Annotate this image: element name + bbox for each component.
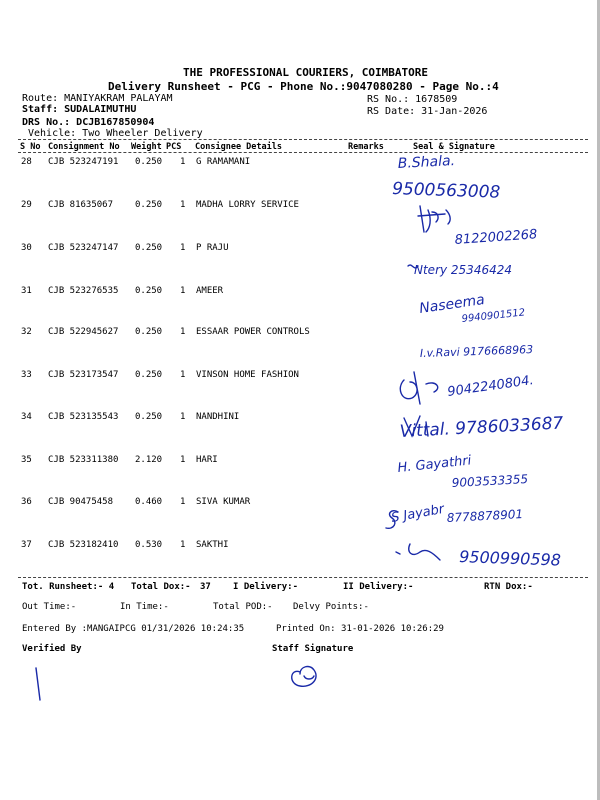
signature-text: Ntery 25346424 [414,263,512,277]
signature-text: 8122002268 [454,227,538,248]
row-consignee: AMEER [196,286,224,296]
staff-signature-scribble [292,667,316,687]
rs-date: RS Date: 31-Jan-2026 [367,106,488,117]
row-consignment: CJB 523173547 [48,370,119,380]
table-row [0,243,600,283]
col-pcs: PCS [166,142,182,152]
rtn-dox: RTN Dox:- [484,582,533,592]
col-weight: Weight [131,142,162,152]
row-consignment: CJB 523182410 [48,540,119,550]
table-row [0,327,600,367]
table-row [0,286,600,326]
row-consignment: CJB 522945627 [48,327,119,337]
row-weight: 2.120 [135,455,163,465]
row-weight: 0.530 [135,540,163,550]
row-consignee: G RAMAMANI [196,157,251,167]
row-pcs: 1 [180,497,186,507]
out-time: Out Time:- [22,602,77,612]
row-consignment: CJB 523276535 [48,286,119,296]
table-row [0,540,600,580]
row-sno: 37 [21,540,32,550]
row-weight: 0.250 [135,412,163,422]
col-sno: S No [20,142,41,152]
signature-text: B.Shala. [397,153,456,172]
row-weight: 0.250 [135,327,163,337]
row-consignee: VINSON HOME FASHION [196,370,299,380]
row-consignee: SIVA KUMAR [196,497,251,507]
table-row [0,370,600,410]
table-row [0,200,600,240]
row-consignee: NANDHINI [196,412,240,422]
staff-signature-label: Staff Signature [272,644,354,654]
total-dox-value: 37 [200,582,211,592]
verified-by: Verified By [22,644,82,654]
row-consignee: SAKTHI [196,540,229,550]
signature-text: S Jayabr [390,501,446,526]
signature-text: Vittal. 9786033687 [399,413,564,442]
row-pcs: 1 [180,286,186,296]
signature-text: Naseema [418,291,486,317]
row-consignment: CJB 81635067 [48,200,114,210]
table-row [0,157,600,197]
route-label: Route: MANIYAKRAM PALAYAM [22,93,173,104]
row-weight: 0.250 [135,157,163,167]
signature-text: H. Gayathri [396,453,473,476]
signature-text: 9042240804. [446,373,535,400]
verified-mark [36,668,40,700]
ii-delivery: II Delivery:- [343,582,414,592]
row-sno: 30 [21,243,32,253]
runsheet-subtitle: Delivery Runsheet - PCG - Phone No.:9047080280 - Page No.:4 [108,80,499,93]
header-top-rule [18,139,588,140]
row-weight: 0.250 [135,370,163,380]
col-consignee: Consignee Details [195,142,282,152]
header-bottom-rule [18,152,588,153]
row-consignment: CJB 523247147 [48,243,119,253]
row-sno: 28 [21,157,32,167]
summary-rule [18,577,588,578]
printed-on: Printed On: 31-01-2026 10:26:29 [276,624,444,634]
tot-runsheet: Tot. Runsheet:- 4 [22,582,115,592]
signature-text: 9500990598 [458,547,562,570]
row-consignee: MADHA LORRY SERVICE [196,200,299,210]
row-pcs: 1 [180,327,186,337]
row-weight: 0.460 [135,497,163,507]
row-pcs: 1 [180,455,186,465]
signature-text: 9500563008 [391,179,501,203]
table-row [0,497,600,537]
drs-number: DRS No.: DCJB167850904 [22,117,155,128]
row-sno: 29 [21,200,32,210]
row-pcs: 1 [180,540,186,550]
row-weight: 0.250 [135,243,163,253]
row-sno: 36 [21,497,32,507]
row-consignment: CJB 523247191 [48,157,119,167]
row-pcs: 1 [180,157,186,167]
row-pcs: 1 [180,370,186,380]
vehicle-label: Vehicle: Two Wheeler Delivery [28,128,203,139]
row-weight: 0.250 [135,286,163,296]
signature-text: 9003533355 [451,472,529,490]
i-delivery: I Delivery:- [233,582,299,592]
staff-label: Staff: SUDALAIMUTHU [22,104,137,115]
company-title: THE PROFESSIONAL COURIERS, COIMBATORE [183,66,429,79]
row-sno: 33 [21,370,32,380]
total-pod: Total POD:- [213,602,273,612]
col-remarks: Remarks [348,142,384,152]
table-row [0,412,600,452]
signature-text: 9940901512 [461,307,526,325]
rs-number: RS No.: 1678509 [367,94,458,105]
row-sno: 32 [21,327,32,337]
col-consignment: Consignment No [48,142,120,152]
row-weight: 0.250 [135,200,163,210]
row-consignment: CJB 523311380 [48,455,119,465]
signature-text: I.v.Ravi 9176668963 [419,343,534,360]
row-pcs: 1 [180,243,186,253]
entered-by: Entered By :MANGAIPCG 01/31/2026 10:24:35 [22,624,245,634]
col-seal: Seal & Signature [413,142,495,152]
in-time: In Time:- [120,602,169,612]
row-sno: 34 [21,412,32,422]
table-row [0,455,600,495]
row-consignee: P RAJU [196,243,229,253]
row-consignment: CJB 523135543 [48,412,119,422]
total-dox-label: Total Dox:- [131,582,191,592]
row-consignee: ESSAAR POWER CONTROLS [196,327,310,337]
row-consignment: CJB 90475458 [48,497,114,507]
row-pcs: 1 [180,200,186,210]
row-pcs: 1 [180,412,186,422]
delvy-points: Delvy Points:- [293,602,369,612]
row-sno: 35 [21,455,32,465]
row-consignee: HARI [196,455,218,465]
signature-text: 8778878901 [446,507,524,525]
row-sno: 31 [21,286,32,296]
